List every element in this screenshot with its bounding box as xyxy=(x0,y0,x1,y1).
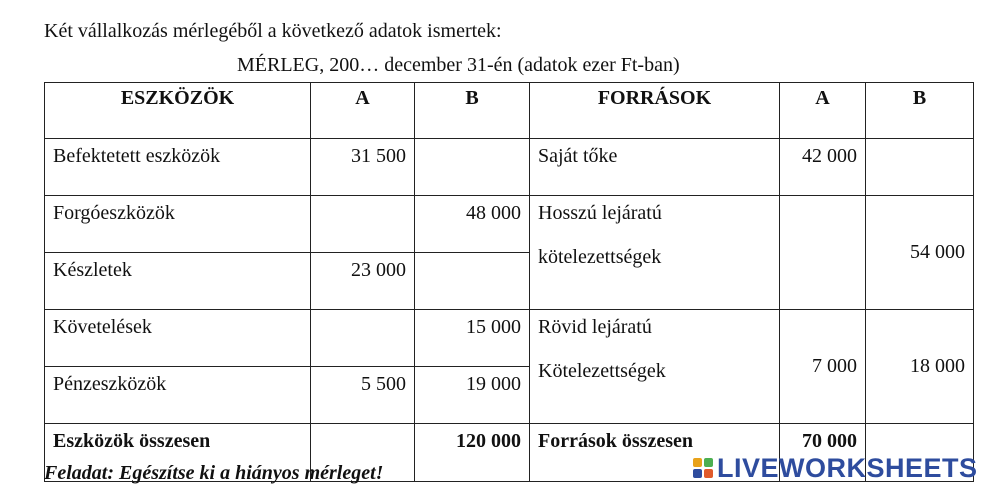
task-instruction: Feladat: Egészítse ki a hiányos mérleget! xyxy=(44,462,384,484)
source-label-line1: Hosszú lejáratú xyxy=(538,202,662,224)
header-b-assets: B xyxy=(415,83,530,139)
asset-label: Pénzeszközök xyxy=(45,367,311,424)
asset-a-value: 5 500 xyxy=(311,367,415,424)
asset-label: Készletek xyxy=(45,253,311,310)
logo-text: LIVEWORKSHEETS xyxy=(717,452,978,483)
asset-b-value: 48 000 xyxy=(415,196,530,253)
header-assets: ESZKÖZÖK xyxy=(45,83,311,139)
header-b-sources: B xyxy=(866,83,974,139)
source-label: Saját tőke xyxy=(530,139,780,196)
asset-label: Forgóeszközök xyxy=(45,196,311,253)
balance-sheet-table xyxy=(44,82,974,482)
assets-total-label: Eszközök összesen xyxy=(45,424,311,482)
source-a-value xyxy=(780,196,866,310)
asset-label: Befektetett eszközök xyxy=(45,139,311,196)
source-label-short-term xyxy=(530,310,780,424)
asset-label: Követelések xyxy=(45,310,311,367)
asset-b-value xyxy=(415,253,530,310)
asset-b-value xyxy=(415,139,530,196)
header-row xyxy=(45,83,974,139)
logo-mark-icon xyxy=(693,458,713,478)
source-label-long-term xyxy=(530,196,780,310)
asset-a-value: 31 500 xyxy=(311,139,415,196)
table-row xyxy=(45,196,974,253)
asset-a-value xyxy=(311,310,415,367)
sources-total-a: 70 000 xyxy=(780,424,866,482)
source-label-line2: kötelezettségek xyxy=(538,246,662,268)
table-row xyxy=(45,139,974,196)
liveworksheets-logo xyxy=(693,453,978,483)
table-title: MÉRLEG, 200… december 31-én (adatok ezer Ft-ban) xyxy=(237,54,680,76)
asset-a-value: 23 000 xyxy=(311,253,415,310)
source-b-value: 54 000 xyxy=(866,196,974,310)
source-b-value xyxy=(866,139,974,196)
source-b-value: 18 000 xyxy=(866,310,974,424)
source-label-line2: Kötelezettségek xyxy=(538,360,666,382)
source-a-value: 42 000 xyxy=(780,139,866,196)
header-sources: FORRÁSOK xyxy=(530,83,780,139)
intro-text: Két vállalkozás mérlegéből a következő adatok ismertek: xyxy=(44,20,502,42)
asset-a-value xyxy=(311,196,415,253)
assets-total-b: 120 000 xyxy=(415,424,530,482)
source-a-value: 7 000 xyxy=(780,310,866,424)
sources-total-label: Források összesen xyxy=(530,424,780,482)
source-label-line1: Rövid lejáratú xyxy=(538,316,652,338)
table-row xyxy=(45,310,974,367)
asset-b-value: 19 000 xyxy=(415,367,530,424)
header-a-assets: A xyxy=(311,83,415,139)
header-a-sources: A xyxy=(780,83,866,139)
asset-b-value: 15 000 xyxy=(415,310,530,367)
